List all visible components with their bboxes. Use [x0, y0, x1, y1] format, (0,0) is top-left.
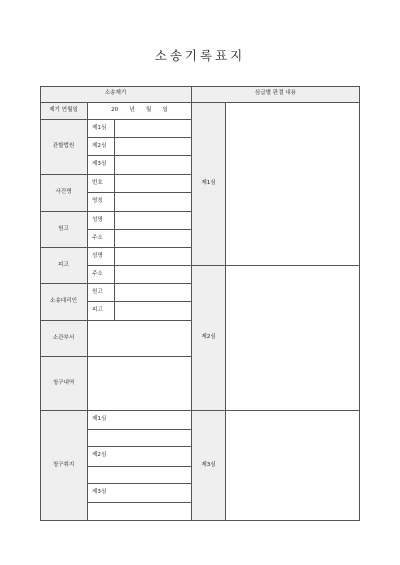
- plaintiff-address-label: 주소: [88, 230, 115, 248]
- case-number-label: 번호: [88, 175, 115, 193]
- plaintiff-name-label: 성명: [88, 212, 115, 230]
- header-judgments: 심급별 판결 내용: [192, 86, 360, 103]
- defendant-name-label: 성명: [88, 248, 115, 266]
- attorney-label: 소송대리인: [40, 284, 88, 321]
- attorney-plaintiff-label: 원고: [88, 284, 115, 302]
- attorney-defendant-field[interactable]: [115, 302, 192, 321]
- defendant-address-field[interactable]: [115, 266, 192, 284]
- header-filing: 소송제기: [40, 86, 192, 103]
- plaintiff-label: 원고: [40, 212, 88, 248]
- court-label: 관할법원: [40, 120, 88, 175]
- claim-details-field[interactable]: [88, 357, 192, 411]
- claim-purpose-label: 청구취지: [40, 411, 88, 521]
- judgment-1-label: 제1심: [192, 103, 226, 266]
- claim-line-1: [88, 429, 192, 430]
- defendant-name-field[interactable]: [115, 248, 192, 266]
- judgment-3-field[interactable]: [226, 411, 360, 521]
- case-name-label: 사건명: [40, 175, 88, 212]
- attorney-plaintiff-field[interactable]: [115, 284, 192, 302]
- page-title: 소송기록표지: [154, 48, 246, 63]
- court-row-3-field[interactable]: [115, 156, 192, 175]
- claim-line-2: [88, 466, 192, 467]
- court-row-3-label: 제3심: [88, 156, 115, 175]
- department-field[interactable]: [88, 321, 192, 357]
- record-table: [40, 86, 360, 521]
- plaintiff-name-field[interactable]: [115, 212, 192, 230]
- case-title-label: 명칭: [88, 193, 115, 212]
- court-row-1-label: 제1심: [88, 120, 115, 138]
- court-row-2-label: 제2심: [88, 138, 115, 156]
- judgment-1-field[interactable]: [226, 103, 360, 266]
- department-label: 소관부서: [40, 321, 88, 357]
- attorney-defendant-label: 피고: [88, 302, 115, 321]
- claim-details-label: 청구내역: [40, 357, 88, 411]
- court-row-1-field[interactable]: [115, 120, 192, 138]
- judgment-2-field[interactable]: [226, 266, 360, 411]
- filing-date-value[interactable]: 20 년 월 일: [88, 103, 192, 120]
- claim-line-3: [88, 502, 192, 503]
- defendant-address-label: 주소: [88, 266, 115, 284]
- plaintiff-address-field[interactable]: [115, 230, 192, 248]
- judgment-2-label: 제2심: [192, 266, 226, 411]
- claim-purpose-1[interactable]: 제1심: [88, 411, 192, 447]
- claim-purpose-2[interactable]: 제2심: [88, 447, 192, 484]
- court-row-2-field[interactable]: [115, 138, 192, 156]
- case-title-field[interactable]: [115, 193, 192, 212]
- defendant-label: 피고: [40, 248, 88, 284]
- claim-purpose-3[interactable]: 제3심: [88, 484, 192, 521]
- case-number-field[interactable]: [115, 175, 192, 193]
- judgment-3-label: 제3심: [192, 411, 226, 521]
- filing-date-label: 제기 연월일: [40, 103, 88, 120]
